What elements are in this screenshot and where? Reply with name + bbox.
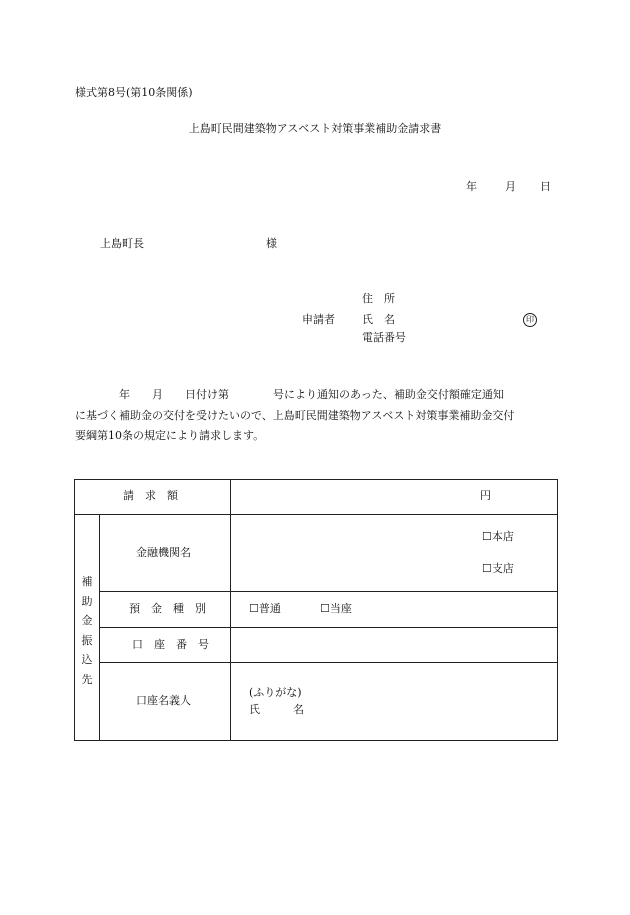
body-line-1: 年 月 日付け第 号により通知のあった、補助金交付額確定通知 [75,388,504,401]
date-day: 日 [540,180,551,193]
table-line-1 [74,514,558,515]
address-label: 住 所 [362,292,395,305]
account-number-label: 口 座 番 号 [132,638,209,651]
head-office-checkbox[interactable]: ☐本店 [482,530,514,543]
ordinary-deposit-checkbox[interactable]: ☐普通 [249,602,281,615]
date-year: 年 [466,180,477,193]
request-amount-label: 請 求 額 [123,489,178,502]
table-line-right [557,479,558,741]
table-line-top [74,479,558,480]
table-line-mid [230,479,231,741]
body-line-2: に基づく補助金の交付を受けたいので、上島町民間建築物アスベスト対策事業補助金交付 [75,408,515,422]
form-number: 様式第8号(第10条関係) [75,86,193,99]
transfer-destination-label: 補助金振込先 [81,575,93,686]
date-month: 月 [505,180,516,193]
bank-name-label: 金融機関名 [136,546,191,559]
document-title: 上島町民間建築物アスベスト対策事業補助金請求書 [188,122,442,135]
table-line-inner-left [99,514,100,741]
name-label: 氏 名 [362,313,395,326]
current-deposit-checkbox[interactable]: ☐当座 [320,602,352,615]
addressee-honorific: 様 [266,237,277,250]
seal-mark: 印 [523,313,537,327]
addressee-name: 上島町長 [100,237,144,250]
applicant-label: 申請者 [302,313,335,326]
table-line-4 [99,662,558,663]
table-line-3 [99,627,558,628]
table-line-bottom [74,740,558,741]
body-line-3: 要綱第10条の規定により請求します。 [75,429,265,442]
phone-label: 電話番号 [362,331,406,344]
yen-unit: 円 [480,489,491,502]
holder-name-label: 氏 名 [249,703,304,716]
furigana-label: (ふりがな) [249,686,302,699]
table-line-left [74,479,75,741]
table-line-2 [99,591,558,592]
deposit-type-label: 預 金 種 別 [129,602,206,615]
branch-checkbox[interactable]: ☐支店 [482,562,514,575]
account-holder-label: 口座名義人 [136,694,191,707]
body-paragraph [75,385,559,447]
